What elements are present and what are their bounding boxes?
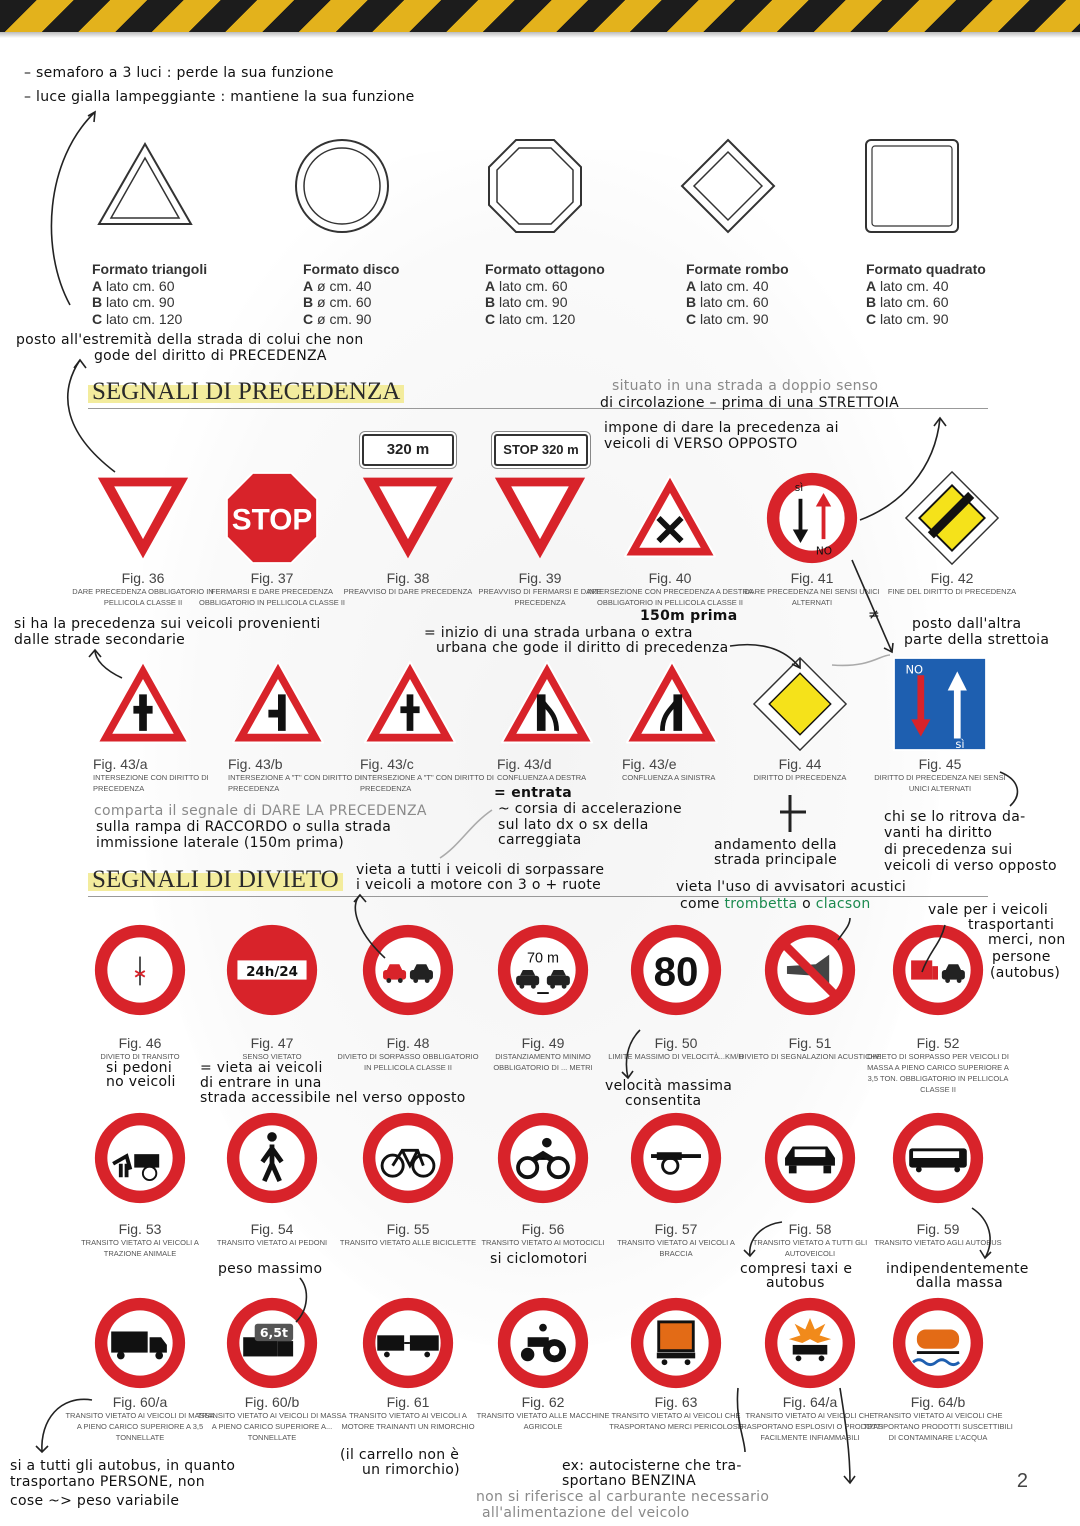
sign-description: PREAVVISO DI FERMARSI E DARE PRECEDENZA: [478, 587, 602, 607]
size-value: ø cm. 60: [317, 294, 372, 310]
note: vieta a tutti i veicoli di sorpassare: [356, 862, 605, 878]
figure-number: Fig. 39: [518, 570, 562, 586]
header-shadow: [0, 32, 1080, 38]
sign-caption: [65, 1035, 215, 1062]
sign-description: DIVIETO DI SORPASSO PER VEICOLI DI MASSA A PIENO CARICO SUPERIORE A 3,5 TON. OBBLIGATORIO IN PELLICOLA CLASSE II: [867, 1052, 1009, 1094]
size-class: B: [485, 294, 496, 310]
pedestrian-sign-icon: [224, 1110, 320, 1206]
size-value: lato cm. 40: [700, 277, 769, 294]
figure-number: Fig. 47: [250, 1035, 294, 1051]
format-size-row: [92, 294, 207, 311]
note: cose ~> peso variabile: [10, 1493, 180, 1509]
car-sign-icon: [762, 1110, 858, 1206]
explosives-sign-icon: [762, 1295, 858, 1391]
sign-description: TRANSITO VIETATO AI VEICOLI A MOTORE TRAINANTI UN RIMORCHIO: [341, 1411, 475, 1431]
no-entry-all-sign-icon: [92, 922, 188, 1018]
sign-caption: [468, 1035, 618, 1073]
sign-caption: [865, 756, 1015, 794]
svg-text:6,5t: 6,5t: [259, 1325, 288, 1341]
end-priority-sign-icon: [904, 470, 1000, 566]
note: ~ corsia di accelerazione: [498, 801, 682, 817]
size-class: A: [686, 277, 697, 294]
sign-description: TRANSITO VIETATO AI VEICOLI DI MASSA A PIENO CARICO SUPERIORE A 3,5 TONNELLATE: [65, 1411, 215, 1442]
sign-description: TRANSITO VIETATO AI VEICOLI CHE TRASPORTANO PRODOTTI SUSCETTIBILI DI CONTAMINARE L'ACQUA: [863, 1411, 1013, 1442]
distance-plate-fig39: STOP 320 m: [494, 434, 588, 466]
note: posto all'estremità della strada di colui che non: [16, 332, 364, 348]
size-class: B: [686, 294, 697, 310]
sign-caption: [725, 756, 875, 783]
note: ex: autocisterne che tra-: [562, 1458, 742, 1474]
note: consentita: [625, 1093, 702, 1109]
format-size-row: [92, 278, 207, 295]
note: posto dall'altra: [912, 616, 1022, 632]
section-title-divieto: SEGNALI DI DIVIETO: [88, 866, 343, 894]
note: veicoli di VERSO OPPOSTO: [604, 436, 798, 452]
sign-description: INTERSEZIONE CON PRECEDENZA A DESTRA OBBLIGATORIO IN PELLICOLA CLASSE II: [587, 587, 753, 607]
format-title: Formate rombo: [686, 261, 789, 277]
no-horn-sign-icon: [762, 922, 858, 1018]
figure-number: Fig. 60/a: [112, 1394, 168, 1410]
int-t-left-sign-icon: [230, 656, 326, 752]
sign-caption: [877, 570, 1027, 597]
sign-caption: [468, 1394, 618, 1432]
size-class: B: [92, 294, 103, 310]
note: andamento della: [714, 837, 837, 853]
sign-caption: [65, 1394, 215, 1443]
figure-number: Fig. 62: [521, 1394, 565, 1410]
note: sulla rampa di RACCORDO o sulla strada: [96, 819, 392, 835]
triangle-format-shape-icon: [95, 136, 195, 236]
note: trasportano PERSONE, non: [10, 1474, 205, 1490]
figure-number: Fig. 51: [788, 1035, 832, 1051]
sign-description: DISTANZIAMENTO MINIMO OBBLIGATORIO DI ... METRI: [493, 1052, 593, 1072]
note: parte della strettoia: [904, 632, 1050, 648]
distance-sign-icon: [495, 922, 591, 1018]
merge-right-sign-icon: [499, 656, 595, 752]
int-cross-sign-icon: [95, 656, 191, 752]
note: all'alimentazione del veicolo: [482, 1505, 690, 1521]
page-number: 2: [1016, 1470, 1028, 1492]
note: (il carrello non è: [340, 1447, 460, 1463]
sign-caption: [333, 570, 483, 597]
sign-description: TRANSITO VIETATO AI VEICOLI DI MASSA A PIENO CARICO SUPERIORE A... TONNELLATE: [197, 1411, 347, 1442]
figure-number: Fig. 44: [778, 756, 822, 772]
size-class: C: [92, 310, 103, 327]
note-text: o: [802, 896, 812, 912]
note: gode del diritto di PRECEDENZA: [94, 348, 327, 364]
int-t-sign-icon: [362, 656, 458, 752]
circle-format-shape-icon: [292, 136, 392, 236]
figure-number: Fig. 55: [386, 1221, 430, 1237]
square-format-shape-icon: [862, 136, 962, 236]
arrow: [68, 360, 115, 472]
sign-description: PREAVVISO DI DARE PRECEDENZA: [343, 587, 473, 596]
sign-description: DIVIETO DI TRANSITO: [100, 1052, 180, 1061]
sign-description: TRANSITO VIETATO AI VEICOLI A TRAZIONE ANIMALE: [81, 1238, 199, 1258]
sign-caption: [863, 1035, 1013, 1095]
note: situato in una strada a doppio senso: [612, 378, 879, 394]
size-class: C: [303, 310, 314, 327]
handcart-sign-icon: [628, 1110, 724, 1206]
note: veicoli di verso opposto: [884, 858, 1057, 874]
note: = entrata: [494, 785, 572, 801]
sign-description: TRANSITO VIETATO AI VEICOLI A BRACCIA: [617, 1238, 735, 1258]
figure-number: Fig. 50: [654, 1035, 698, 1051]
sign-caption: [68, 570, 218, 608]
size-value: lato cm. 60: [700, 294, 769, 310]
note: si ha la precedenza sui veicoli provenienti: [14, 616, 321, 632]
figure-number: Fig. 38: [386, 570, 430, 586]
note-highlight: trombetta: [724, 896, 798, 912]
figure-number: Fig. 42: [930, 570, 974, 586]
figure-number: Fig. 59: [916, 1221, 960, 1237]
format-spec: [92, 261, 207, 327]
size-value: lato cm. 120: [106, 310, 183, 327]
sign-description: LIMITE MASSIMO DI VELOCITÀ...KM/H: [608, 1052, 744, 1061]
give-way-sign-icon: [360, 470, 456, 566]
size-class: A: [866, 277, 877, 294]
note: immissione laterale (150m prima): [96, 835, 344, 851]
sign-description: INTERSEZIONE A "T" CON DIRITTO DI PRECEDENZA: [360, 773, 494, 793]
note: sportano BENZINA: [562, 1473, 696, 1489]
size-class: B: [303, 294, 314, 310]
diamond-format-shape-icon: [678, 136, 778, 236]
figure-number: Fig. 60/b: [244, 1394, 300, 1410]
sign-description: DIRITTO DI PRECEDENZA NEI SENSI UNICI ALTERNATI: [874, 773, 1006, 793]
note: indipendentemente: [886, 1261, 1029, 1277]
size-value: lato cm. 40: [880, 277, 949, 294]
sign-caption: [333, 1221, 483, 1248]
bus-sign-icon: [890, 1110, 986, 1206]
size-class: A: [303, 277, 314, 294]
format-size-row: [303, 278, 399, 295]
note: non si riferisce al carburante necessario: [476, 1489, 770, 1505]
size-value: lato cm. 60: [499, 277, 568, 294]
stop-sign-icon: [224, 470, 320, 566]
note: = inizio di una strada urbana o extra: [424, 625, 693, 641]
size-class: C: [686, 310, 697, 327]
sign-caption: [863, 1394, 1013, 1443]
size-value: lato cm. 90: [106, 294, 175, 310]
svg-text:80: 80: [653, 948, 699, 995]
note: di precedenza sui: [884, 842, 1013, 858]
sign-caption: [601, 1221, 751, 1259]
note: i veicoli a motore con 3 o + ruote: [356, 877, 602, 893]
truck-weight-sign-icon: [224, 1295, 320, 1391]
format-size-row: [866, 294, 986, 311]
truck-sign-icon: [92, 1295, 188, 1391]
sign-caption: [601, 1035, 751, 1062]
figure-number: Fig. 57: [654, 1221, 698, 1237]
sign-caption: [65, 1221, 215, 1259]
figure-number: Fig. 43/c: [360, 756, 414, 772]
note: (autobus): [990, 965, 1061, 981]
figure-number: Fig. 40: [648, 570, 692, 586]
format-size-row: [303, 294, 399, 311]
figure-number: Fig. 53: [118, 1221, 162, 1237]
sign-caption: [197, 1221, 347, 1248]
give-way-sign-icon: [492, 470, 588, 566]
sign-description: FINE DEL DIRITTO DI PRECEDENZA: [887, 587, 1017, 596]
sign-caption: [228, 756, 378, 794]
figure-number: Fig. 46: [118, 1035, 162, 1051]
figure-number: Fig. 43/a: [93, 756, 148, 772]
sign-caption: [360, 756, 510, 794]
sign-description: DARE PRECEDENZA NEI SENSI UNICI ALTERNATI: [744, 587, 880, 607]
size-value: lato cm. 60: [106, 277, 175, 294]
horse-cart-sign-icon: [92, 1110, 188, 1206]
note: ≠: [868, 607, 881, 623]
sign-description: DIVIETO DI SORPASSO OBBLIGATORIO IN PELLICOLA CLASSE II: [337, 1052, 479, 1072]
figure-number: Fig. 48: [386, 1035, 430, 1051]
note: trasportanti: [968, 917, 1055, 933]
sign-caption: [333, 1035, 483, 1073]
sign-description: TRANSITO VIETATO AI MOTOCICLI: [481, 1238, 605, 1247]
svg-text:STOP: STOP: [231, 503, 313, 537]
note: persone: [992, 949, 1051, 965]
figure-number: Fig. 64/b: [910, 1394, 966, 1410]
format-size-row: [686, 311, 789, 328]
note: = vieta ai veicoli: [200, 1060, 323, 1076]
note: – luce gialla lampeggiante : mantiene la sua funzione: [24, 89, 415, 105]
svg-text:NO: NO: [905, 662, 924, 677]
size-class: C: [866, 310, 877, 327]
size-class: C: [485, 310, 496, 327]
format-title: Formato disco: [303, 261, 400, 277]
sign-description: DARE PRECEDENZA OBBLIGATORIO IN PELLICOLA CLASSE II: [72, 587, 214, 607]
note: carreggiata: [498, 832, 582, 848]
distance-plate-fig38: 320 m: [362, 434, 454, 466]
size-class: B: [866, 294, 877, 310]
sign-caption: [197, 570, 347, 608]
sign-description: TRANSITO VIETATO A TUTTI GLI AUTOVEICOLI: [752, 1238, 868, 1258]
note: impone di dare la precedenza ai: [604, 420, 839, 436]
note-highlight: clacson: [815, 896, 871, 912]
trailer-sign-icon: [360, 1295, 456, 1391]
figure-number: Fig. 41: [790, 570, 834, 586]
sign-description: DIVIETO DI SEGNALAZIONI ACUSTICHE: [739, 1052, 881, 1061]
figure-number: Fig. 49: [521, 1035, 565, 1051]
cross-sign-icon: [622, 470, 718, 566]
figure-number: Fig. 43/d: [497, 756, 552, 772]
sign-description: SENSO VIETATO: [242, 1052, 302, 1061]
note: velocità massima: [605, 1078, 733, 1094]
note: si ciclomotori: [490, 1251, 588, 1267]
note: comparta il segnale di DARE LA PRECEDENZA: [94, 803, 427, 819]
note: si pedoni: [106, 1060, 173, 1076]
note-text: come: [680, 896, 720, 912]
format-size-row: [686, 278, 789, 295]
figure-number: Fig. 43/e: [622, 756, 677, 772]
format-title: Formato ottagono: [485, 261, 605, 277]
priority-road-sign-icon: [752, 656, 848, 752]
note: di entrare in una: [200, 1075, 322, 1091]
svg-text:sì: sì: [955, 737, 965, 752]
no-overtake-sign-icon: [360, 922, 456, 1018]
note: vale per i veicoli: [928, 902, 1049, 918]
figure-number: Fig. 54: [250, 1221, 294, 1237]
note: autobus: [766, 1275, 825, 1291]
octagon-format-shape-icon: [485, 136, 585, 236]
sign-description: TRANSITO VIETATO AI VEICOLI CHE TRASPORTANO MERCI PERICOLOSE: [609, 1411, 743, 1431]
bicycle-sign-icon: [360, 1110, 456, 1206]
note: vieta l'uso di avvisatori acustici: [676, 879, 907, 895]
note: vanti ha diritto: [884, 825, 993, 841]
note: urbana che gode il diritto di precedenza: [436, 640, 729, 656]
tractor-sign-icon: [495, 1295, 591, 1391]
size-value: ø cm. 90: [317, 310, 372, 327]
format-size-row: [485, 278, 605, 295]
sign-description: INTERSEZIONE A "T" CON DIRITTO DI PRECEDENZA: [228, 773, 362, 793]
sign-description: TRANSITO VIETATO AI PEDONI: [216, 1238, 328, 1247]
sign-caption: [601, 1394, 751, 1432]
sign-description: TRANSITO VIETATO AI VEICOLI CHE TRASPORTANO ESPLOSIVI O PRODOTTI FACILMENTE INFIAMMABILI: [736, 1411, 884, 1442]
figure-number: Fig. 43/b: [228, 756, 283, 772]
note: un rimorchio): [362, 1462, 460, 1478]
wrong-way-sign-icon: [224, 922, 320, 1018]
sign-caption: [863, 1221, 1013, 1248]
sign-description: CONFLUENZA A DESTRA: [497, 773, 587, 782]
format-spec: [866, 261, 986, 327]
sign-caption: [737, 570, 887, 608]
figure-number: Fig. 63: [654, 1394, 698, 1410]
arrow: [51, 112, 95, 305]
note: sul lato dx o sx della: [498, 817, 649, 833]
size-value: lato cm. 90: [700, 310, 769, 327]
format-size-row: [485, 294, 605, 311]
sign-description: TRANSITO VIETATO ALLE MACCHINE AGRICOLE: [476, 1411, 610, 1431]
format-title: Formato quadrato: [866, 261, 986, 277]
sign-caption: [333, 1394, 483, 1432]
size-class: A: [485, 277, 496, 294]
sign-description: TRANSITO VIETATO AGLI AUTOBUS: [874, 1238, 1002, 1247]
size-value: lato cm. 120: [499, 310, 576, 327]
section-title-precedenza: SEGNALI DI PRECEDENZA: [88, 378, 404, 406]
figure-number: Fig. 61: [386, 1394, 430, 1410]
size-value: ø cm. 40: [317, 277, 372, 294]
format-size-row: [686, 294, 789, 311]
figure-number: Fig. 37: [250, 570, 294, 586]
svg-text:70 m: 70 m: [527, 950, 559, 967]
figure-number: Fig. 58: [788, 1221, 832, 1237]
sign-caption: [197, 1035, 347, 1062]
format-spec: [485, 261, 605, 327]
format-size-row: [866, 311, 986, 328]
sign-description: CONFLUENZA A SINISTRA: [622, 773, 716, 782]
give-way-sign-icon: [95, 470, 191, 566]
format-size-row: [485, 311, 605, 328]
figure-number: Fig. 36: [121, 570, 165, 586]
speed-sign-icon: [628, 922, 724, 1018]
merge-left-sign-icon: [624, 656, 720, 752]
sign-description: TRANSITO VIETATO ALLE BICICLETTE: [339, 1238, 477, 1247]
size-value: lato cm. 90: [499, 294, 568, 310]
format-size-row: [92, 311, 207, 328]
note: dalla massa: [916, 1275, 1003, 1291]
water-pollutant-sign-icon: [890, 1295, 986, 1391]
motorcycle-sign-icon: [495, 1110, 591, 1206]
svg-text:sì: sì: [794, 482, 804, 495]
svg-text:NO: NO: [815, 545, 833, 558]
figure-number: Fig. 56: [521, 1221, 565, 1237]
svg-text:24h/24: 24h/24: [246, 964, 298, 980]
dangerous-goods-sign-icon: [628, 1295, 724, 1391]
no-overtake-truck-sign-icon: [890, 922, 986, 1018]
note: compresi taxi e: [740, 1261, 853, 1277]
sign-description: INTERSEZIONE CON DIRITTO DI PRECEDENZA: [93, 773, 209, 793]
note: – semaforo a 3 luci : perde la sua funzione: [24, 65, 334, 81]
format-title: Formato triangoli: [92, 261, 208, 277]
note: 150m prima: [640, 608, 738, 624]
format-spec: [303, 261, 399, 327]
format-spec: [686, 261, 789, 327]
sign-description: FERMARSI E DARE PRECEDENZA OBBLIGATORIO IN PELLICOLA CLASSE II: [198, 587, 346, 607]
figure-number: Fig. 64/a: [782, 1394, 838, 1410]
note: chi se lo ritrova da-: [884, 809, 1026, 825]
note: strada accessibile nel verso opposto: [200, 1090, 466, 1106]
priority-oncoming-sign-icon: [892, 656, 988, 752]
size-value: lato cm. 60: [880, 294, 949, 310]
hazard-stripe-header: [0, 0, 1080, 32]
note: si a tutti gli autobus, in quanto: [10, 1458, 236, 1474]
oncoming-sign-icon: [764, 470, 860, 566]
sign-caption: [93, 756, 243, 794]
note: dalle strade secondarie: [14, 632, 186, 648]
note: strada principale: [714, 852, 838, 868]
sign-caption: [468, 1221, 618, 1248]
note: merci, non: [988, 932, 1066, 948]
note: [680, 897, 871, 912]
note: peso massimo: [218, 1261, 323, 1277]
format-size-row: [303, 311, 399, 328]
figure-number: Fig. 52: [916, 1035, 960, 1051]
note: di circolazione – prima di una STRETTOIA: [600, 395, 899, 411]
format-size-row: [866, 278, 986, 295]
size-class: A: [92, 277, 103, 294]
note: no veicoli: [106, 1074, 176, 1090]
sign-description: DIRITTO DI PRECEDENZA: [753, 773, 847, 782]
figure-number: Fig. 45: [918, 756, 962, 772]
sign-caption: [197, 1394, 347, 1443]
size-value: lato cm. 90: [880, 310, 949, 327]
